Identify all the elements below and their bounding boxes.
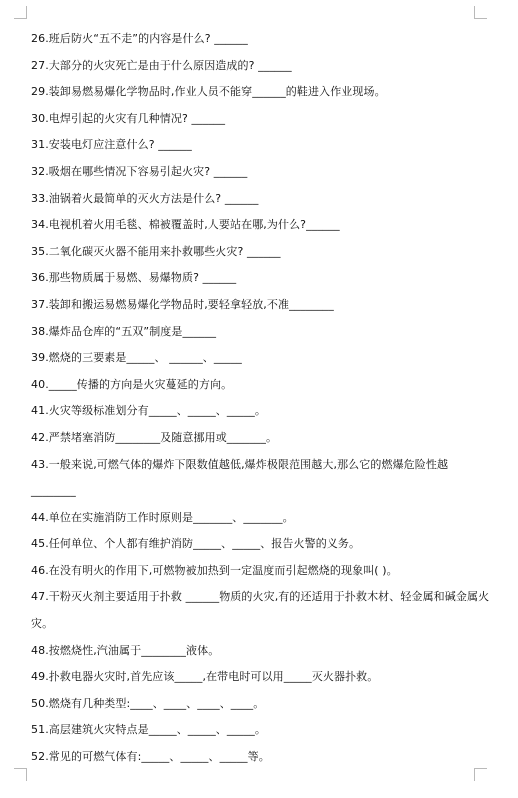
question-37: 37.装卸和搬运易燃易爆化学物品时,要轻拿轻放,不准________ (31, 297, 334, 311)
question-50: 50.燃烧有几种类型:____、____、____、____。 (31, 696, 265, 710)
question-29: 29.装卸易燃易爆化学物品时,作业人员不能穿______的鞋进入作业现场。 (31, 85, 386, 99)
question-26: 26.班后防火“五不走”的内容是什么? ______ (31, 32, 248, 45)
question-44: 44.单位在实施消防工作时原则是_______、_______。 (31, 510, 294, 524)
question-49: 49.扑救电器火灾时,首先应该_____,在带电时可以用_____灭火器扑救。 (31, 670, 379, 684)
question-32: 32.吸烟在哪些情况下容易引起火灾? ______ (31, 164, 248, 178)
question-42: 42.严禁堵塞消防________及随意挪用或_______。 (31, 430, 278, 444)
crop-mark-top-right (474, 6, 487, 19)
question-38: 38.爆炸品仓库的“五双”制度是______ (31, 324, 217, 338)
question-35: 35.二氧化碳灭火器不能用来扑救哪些火灾? ______ (31, 244, 281, 258)
question-33: 33.油锅着火最简单的灭火方法是什么? ______ (31, 191, 259, 205)
question-51: 51.高层建筑火灾特点是_____、_____、_____。 (31, 723, 266, 737)
question-45: 45.任何单位、个人都有维护消防_____、_____、报告火警的义务。 (31, 537, 361, 551)
question-43: 43.一般来说,可燃气体的爆炸下限数值越低,爆炸极限范围越大,那么它的燃爆危险性越________ (31, 457, 449, 498)
question-48: 48.按燃烧性,汽油属于________液体。 (31, 643, 220, 657)
question-34: 34.电视机着火用毛毯、棉被覆盖时,人要站在哪,为什么?______ (31, 218, 340, 232)
question-52: 52.常见的可燃气体有:_____、_____、_____等。 (31, 750, 270, 764)
question-47: 47.干粉灭火剂主要适用于扑救 ______物质的火灾,有的还适用于扑救木材、轻金属和碱金属火灾。 (31, 590, 490, 631)
question-39: 39.燃烧的三要素是_____、 ______、_____ (31, 351, 242, 365)
question-27: 27.大部分的火灾死亡是由于什么原因造成的? ______ (31, 58, 292, 72)
question-36: 36.那些物质属于易燃、易爆物质? ______ (31, 271, 237, 285)
question-41: 41.火灾等级标准划分有_____、_____、_____。 (31, 404, 266, 418)
question-40: 40._____传播的方向是火灾蔓延的方向。 (31, 377, 233, 391)
crop-mark-top-left (14, 6, 27, 19)
question-31: 31.安装电灯应注意什么? ______ (31, 138, 192, 152)
question-list (31, 26, 491, 771)
question-30: 30.电焊引起的火灾有几种情况? ______ (31, 111, 226, 125)
crop-mark-bottom-left (14, 768, 27, 781)
question-46: 46.在没有明火的作用下,可燃物被加热到一定温度而引起燃烧的现象叫( )。 (31, 563, 398, 577)
